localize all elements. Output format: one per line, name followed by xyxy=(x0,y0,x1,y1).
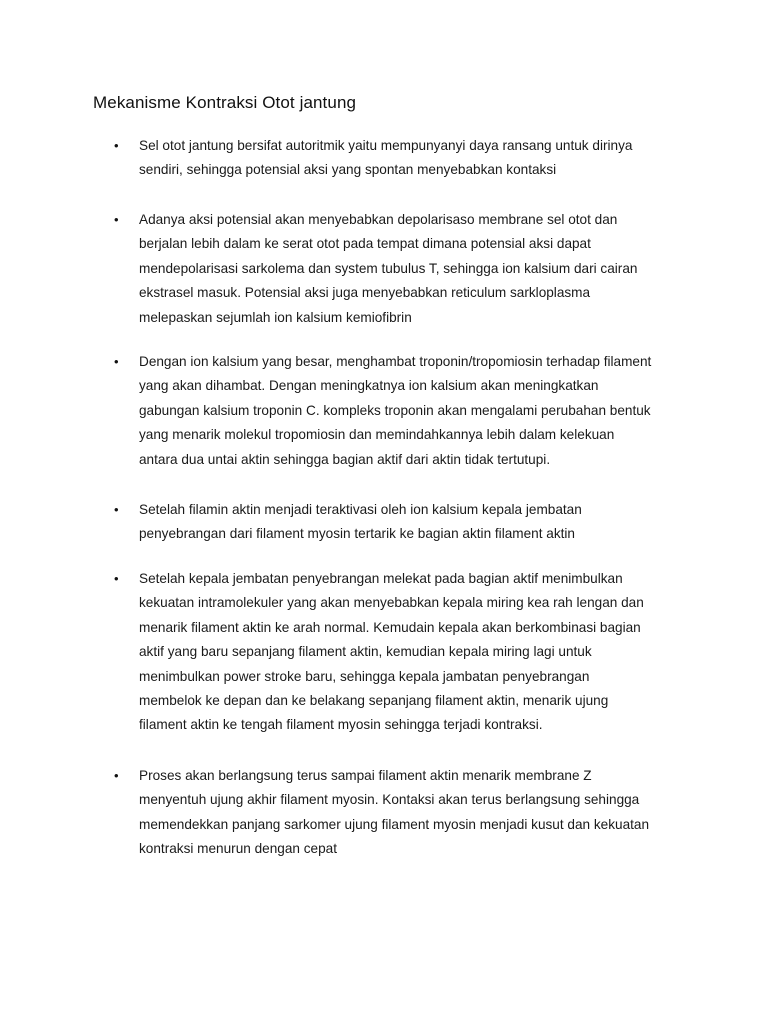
text-line: kontraksi menurun dengan cepat xyxy=(139,841,337,857)
text-line: kekuatan intramolekuler yang akan menyebabkan kepala miring kea rah lengan dan xyxy=(139,595,644,611)
text-line: Sel otot jantung bersifat autoritmik yaitu mempunyanyi daya ransang untuk dirinya xyxy=(139,138,633,153)
text-line: menyentuh ujung akhir filament myosin. Kontaksi akan terus berlangsung sehingga xyxy=(139,792,640,808)
text-line: Setelah kepala jembatan penyebrangan melekat pada bagian aktif menimbulkan xyxy=(139,571,623,586)
text-line: penyebrangan dari filament myosin tertarik ke bagian aktin filament aktin xyxy=(139,526,575,542)
text-line: berjalan lebih dalam ke serat otot pada tempat dimana potensial aksi dapat xyxy=(139,236,591,252)
text-line: sendiri, sehingga potensial aksi yang spontan menyebabkan kontaksi xyxy=(139,162,557,178)
text-line: antara dua untai aktin sehingga bagian aktif dari aktin tidak tertutupi. xyxy=(139,451,551,467)
text-line: melepaskan sejumlah ion kalsium kemiofibrin xyxy=(139,309,412,325)
bullet-icon: • xyxy=(114,571,119,586)
bullet-text xyxy=(139,567,699,738)
bullet-icon: • xyxy=(114,354,119,369)
text-line: yang akan dihambat. Dengan meningkatnya ion kalsium akan meningkatkan xyxy=(139,378,599,394)
bullet-text xyxy=(139,134,699,183)
text-line: menimbulkan power stroke baru, sehingga kepala jambatan penyebrangan xyxy=(139,668,590,684)
bullet-icon: • xyxy=(114,768,119,783)
document-title: Mekanisme Kontraksi Otot jantung xyxy=(93,93,357,112)
text-line: aktif yang baru sepanjang filament aktin, kemudian kepala miring lagi untuk xyxy=(139,644,592,660)
text-line: gabungan kalsium troponin C. kompleks troponin akan mengalami perubahan bentuk xyxy=(139,402,651,418)
text-line: menarik filament aktin ke arah normal. Kemudain kepala akan berkombinasi bagian xyxy=(139,619,641,635)
text-line: filament aktin ke tengah filament myosin sehingga terjadi kontraksi. xyxy=(139,717,543,733)
bullet-text xyxy=(139,764,699,862)
bullet-icon: • xyxy=(114,212,119,227)
bullet-icon: • xyxy=(114,138,119,153)
text-line: Adanya aksi potensial akan menyebabkan depolarisaso membrane sel otot dan xyxy=(139,212,618,227)
text-line: memendekkan panjang sarkomer ujung filament myosin menjadi kusut dan kekuatan xyxy=(139,816,650,832)
bullet-icon: • xyxy=(114,502,119,517)
bullet-text xyxy=(139,498,699,547)
text-line: mendepolarisasi sarkolema dan system tubulus T, sehingga ion kalsium dari cairan xyxy=(139,260,638,276)
text-line: ekstrasel masuk. Potensial aksi juga menyebabkan reticulum sarkloplasma xyxy=(139,285,591,301)
text-line: Dengan ion kalsium yang besar, menghambat troponin/tropomiosin terhadap filament xyxy=(139,354,652,369)
text-line: yang menarik molekul tropomiosin dan memindahkannya lebih dalam kelekuan xyxy=(139,427,615,443)
text-line: Setelah filamin aktin menjadi teraktivasi oleh ion kalsium kepala jembatan xyxy=(139,502,582,517)
bullet-text xyxy=(139,350,699,472)
bullet-text xyxy=(139,208,699,330)
text-line: Proses akan berlangsung terus sampai filament aktin menarik membrane Z xyxy=(139,768,592,783)
text-line: membelok ke depan dan ke belakang sepanjang filament aktin, menarik ujung xyxy=(139,693,609,709)
